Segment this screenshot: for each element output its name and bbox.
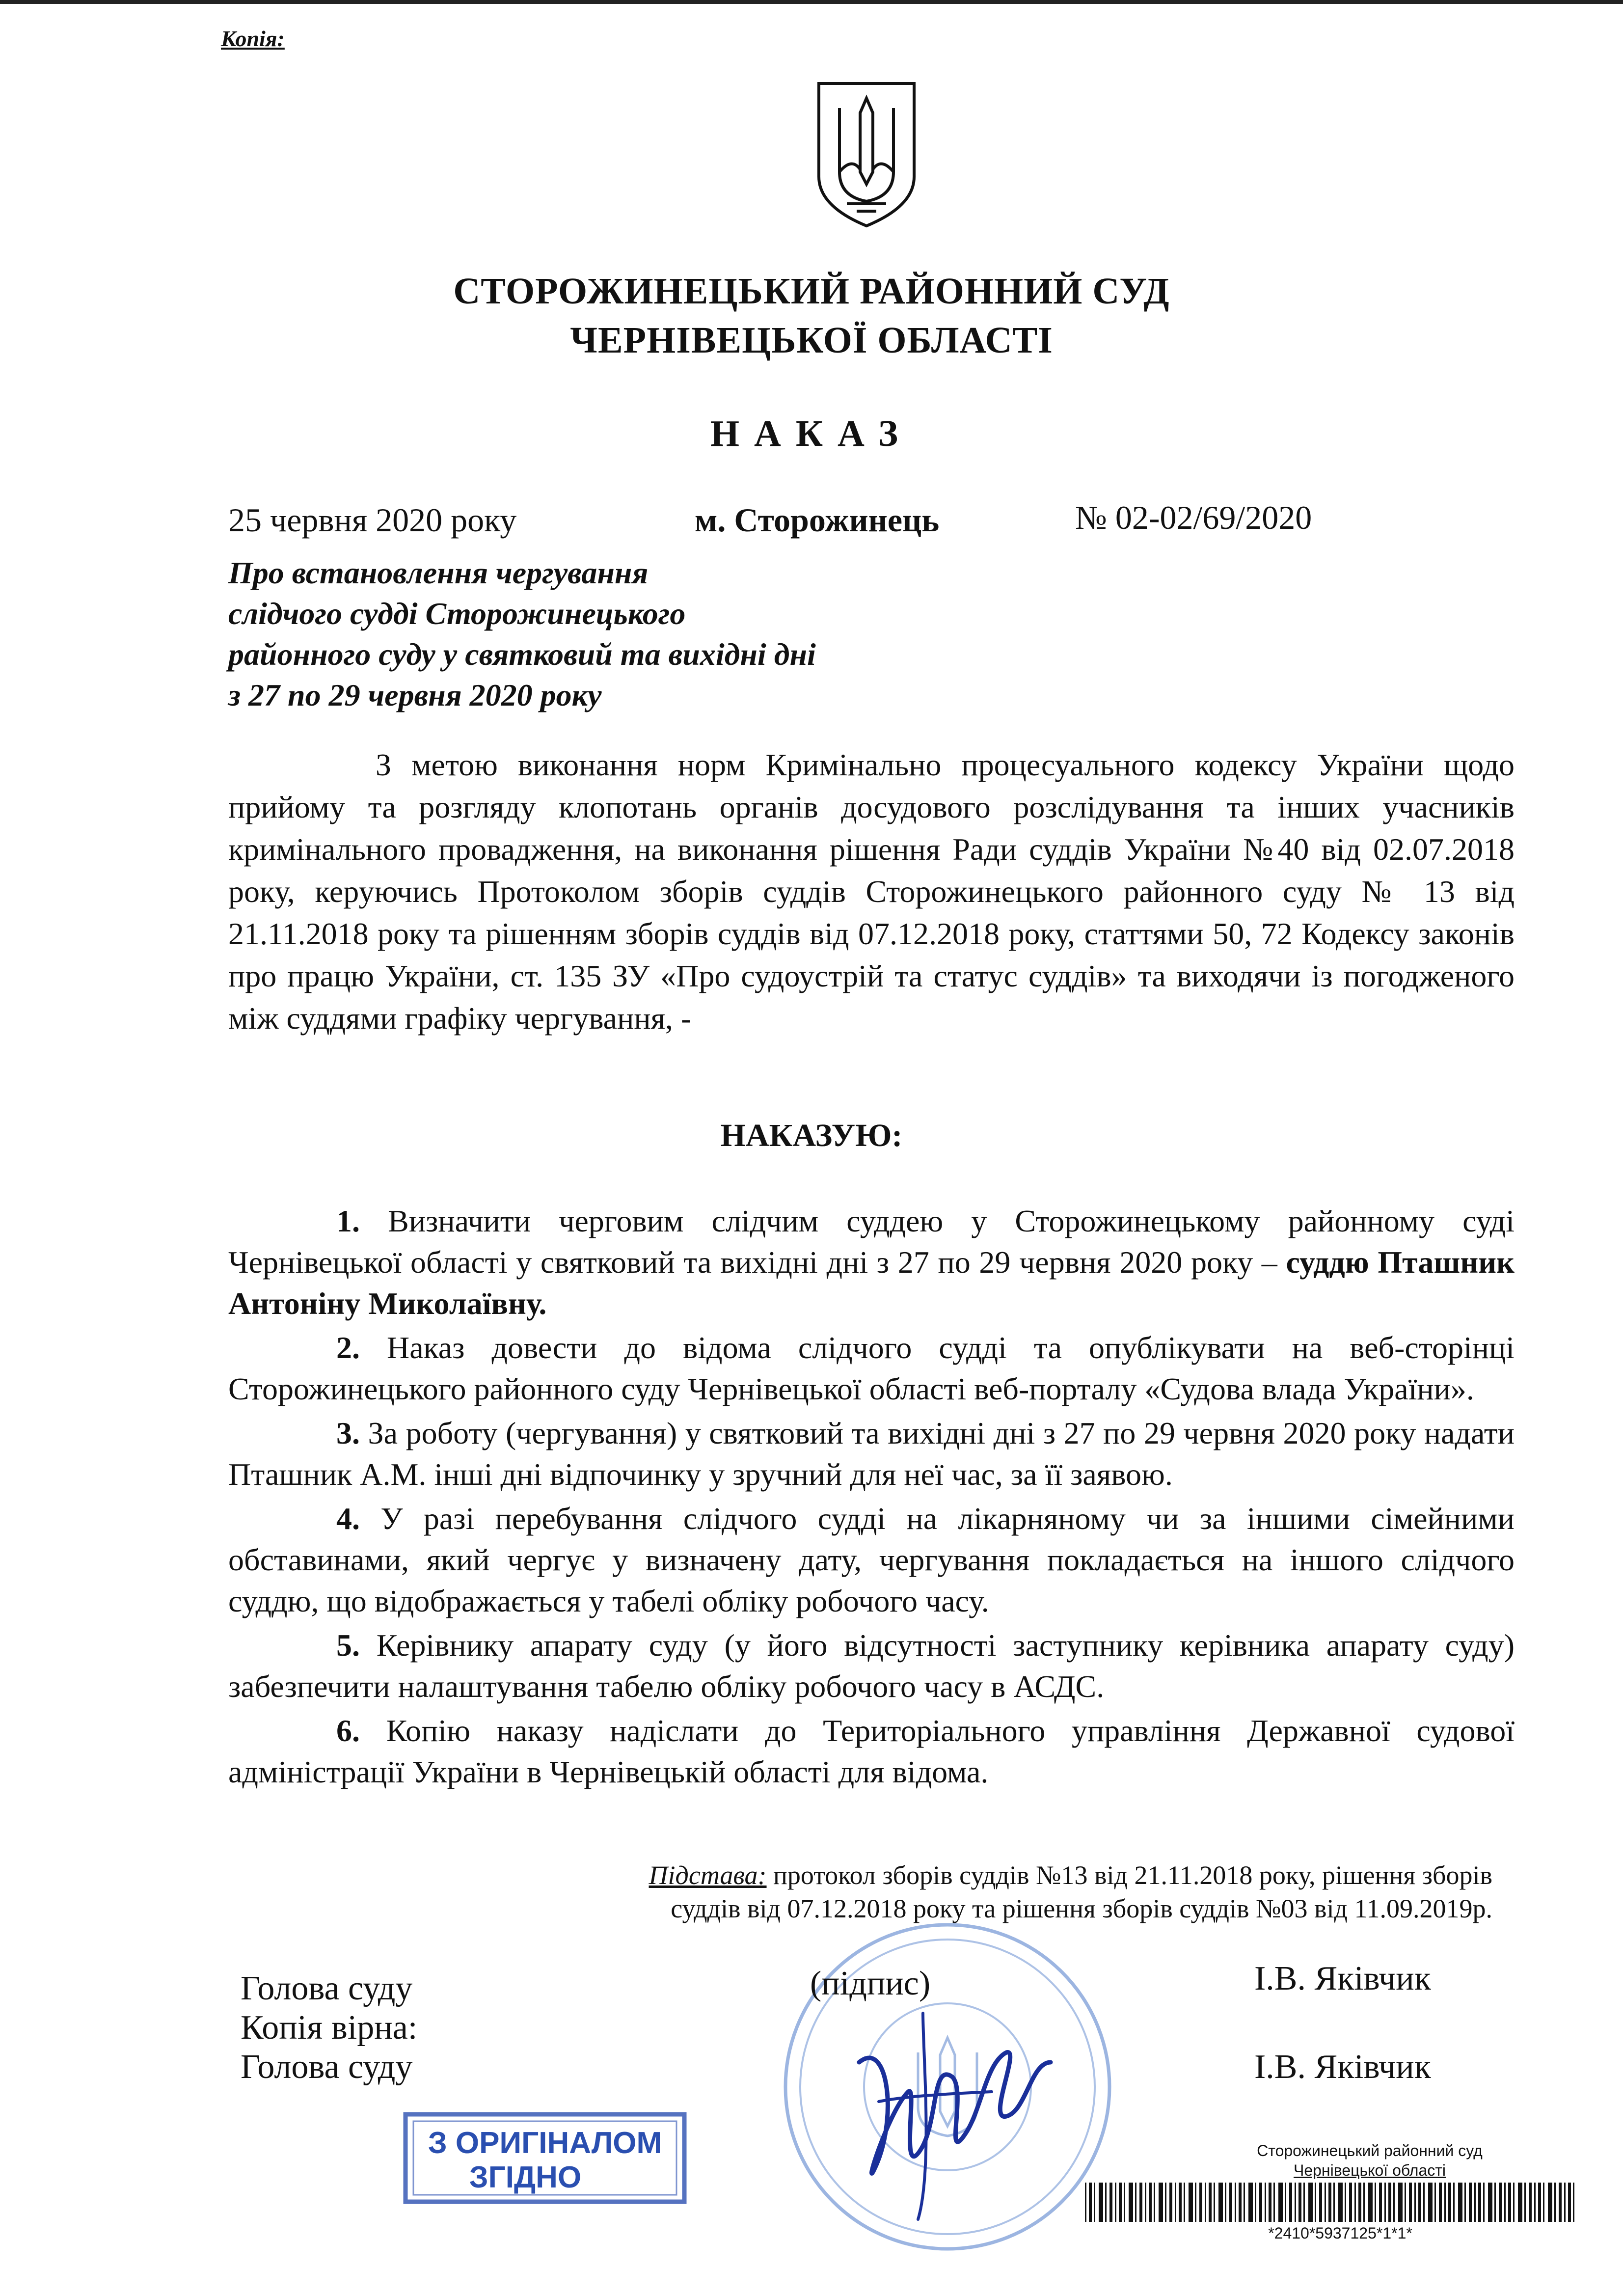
stamp-line2: ЗГІДНО xyxy=(469,2160,582,2194)
barcode-bar xyxy=(1259,2183,1262,2222)
order-date: 25 червня 2020 року xyxy=(228,501,517,539)
order-item xyxy=(228,1327,1515,1410)
basis-line: суддів від 07.12.2018 року та рішення зборів суддів №03 від 11.09.2019р. xyxy=(671,1894,1492,1923)
barcode-bar xyxy=(1428,2183,1433,2222)
barcode-bar xyxy=(1478,2183,1481,2222)
order-item xyxy=(228,1413,1515,1495)
barcode-bar xyxy=(1278,2183,1283,2222)
order-item xyxy=(228,1201,1515,1324)
barcode-bar xyxy=(1538,2183,1541,2222)
basis-text: протокол зборів суддів №13 від 21.11.2018 року, рішення зборів xyxy=(773,1860,1492,1890)
order-heading: НАКАЗУЮ: xyxy=(720,1118,903,1153)
item-text: У разі перебування слідчого судді на лікарняному чи за іншими сімейними обставинами, який чергує у визначену дату, чергування покладається на іншого слідчого суддю, що відображається у табелі обліку робочого часу. xyxy=(228,1501,1515,1618)
barcode-bar xyxy=(1145,2183,1146,2222)
barcode-bar xyxy=(1165,2183,1166,2222)
barcode-bar xyxy=(1504,2183,1506,2222)
barcode-bar xyxy=(1159,2183,1163,2222)
barcode-icon xyxy=(1085,2183,1576,2222)
order-title: НАКАЗ xyxy=(710,413,913,454)
barcode-bar xyxy=(1218,2183,1223,2222)
barcode-code: *2410*5937125*1*1* xyxy=(1268,2224,1412,2242)
barcode-bar xyxy=(1518,2183,1522,2222)
barcode-bar xyxy=(1239,2183,1242,2222)
barcode-bar xyxy=(1333,2183,1335,2222)
item-number: 3. xyxy=(336,1416,360,1450)
barcode-bar xyxy=(1543,2183,1544,2222)
barcode-bar xyxy=(1439,2183,1442,2222)
copy-label: Копія: xyxy=(221,26,285,51)
barcode-bar xyxy=(1405,2183,1406,2222)
item-number: 2. xyxy=(336,1330,360,1365)
barcode-bar xyxy=(1499,2183,1502,2222)
item-text: Наказ довести до відома слідчого судді та опублікувати на веб-сторінці Сторожинецького районного суду Чернівецької області веб-порталу «Судова влада України». xyxy=(228,1330,1515,1406)
barcode-title-line: Сторожинецький районний суд xyxy=(1257,2142,1483,2159)
barcode-bar xyxy=(1298,2183,1301,2222)
court-name-line1: СТОРОЖИНЕЦЬКИЙ РАЙОННИЙ СУД xyxy=(453,271,1170,312)
order-city: м. Сторожинець xyxy=(695,501,940,539)
scan-top-edge xyxy=(0,0,1623,4)
barcode-bar xyxy=(1414,2183,1416,2222)
barcode-bar xyxy=(1225,2183,1226,2222)
item-number: 5. xyxy=(336,1628,360,1663)
barcode-bar xyxy=(1513,2183,1515,2222)
barcode-bar xyxy=(1229,2183,1232,2222)
barcode-bar xyxy=(1154,2183,1155,2222)
barcode-bar xyxy=(1559,2183,1562,2222)
barcode-bar xyxy=(1248,2183,1253,2222)
stamp-line1: З ОРИГІНАЛОМ xyxy=(428,2126,662,2160)
barcode-bar xyxy=(1308,2183,1313,2222)
barcode-bar xyxy=(1384,2183,1386,2222)
trident-emblem-icon xyxy=(810,79,923,231)
barcode-bar xyxy=(1409,2183,1412,2222)
barcode-bar xyxy=(1568,2183,1571,2222)
barcode-bar xyxy=(1135,2183,1136,2222)
barcode-bar xyxy=(1524,2183,1526,2222)
item-text: Визначити черговим слідчим суддею у Сторожинецькому районному суді Чернівецької області у святковий та вихідні дні з 27 по 29 червня 2020 року – xyxy=(228,1203,1515,1280)
subject-line: слідчого судді Сторожинецького xyxy=(228,596,686,631)
barcode-bar xyxy=(1464,2183,1466,2222)
barcode-bar xyxy=(1184,2183,1185,2222)
order-items xyxy=(228,1201,1515,1796)
barcode-bar xyxy=(1319,2183,1322,2222)
barcode-title xyxy=(1173,2141,1566,2180)
item-number: 4. xyxy=(336,1501,360,1536)
barcode-bar xyxy=(1189,2183,1193,2222)
barcode-bar xyxy=(1139,2183,1142,2222)
barcode-bar xyxy=(1195,2183,1196,2222)
barcode-bar xyxy=(1169,2183,1172,2222)
signature-left-block xyxy=(241,1969,417,2087)
item-text: Керівнику апарату суду (у його відсутності заступнику керівника апарату суду) забезпечити налаштування табелю обліку робочого часу в АСДС. xyxy=(228,1628,1515,1704)
barcode-bar xyxy=(1529,2183,1532,2222)
subject-line: районного суду у святковий та вихідні дні xyxy=(228,637,816,672)
signature-placeholder: (підпис) xyxy=(810,1965,931,2002)
barcode-bar xyxy=(1488,2183,1492,2222)
preamble-paragraph: З метою виконання норм Кримінально процесуального кодексу України щодо прийому та розгляду клопотань органів досудового розслідування та інших учасників кримінального провадження, на виконання рішення Ради суддів України №40 від 02.07.2018 року, керуючись Протоколом зборів суддів Сторожинецького районного суду № 13 від 21.11.2018 року та рішенням зборів суддів від 07.12.2018 року, статтями 50, 72 Кодексу законів про працю України, ст. 135 ЗУ «Про судоустрій та статус суддів» та виходячи із погодженого між суддями графіку чергування, - xyxy=(228,747,1515,1036)
barcode-bar xyxy=(1105,2183,1107,2222)
barcode-bar xyxy=(1285,2183,1286,2222)
barcode-bar xyxy=(1273,2183,1275,2222)
barcode-bar xyxy=(1328,2183,1331,2222)
barcode-bar xyxy=(1265,2183,1266,2222)
barcode-bar xyxy=(1474,2183,1476,2222)
barcode-bar xyxy=(1179,2183,1182,2222)
order-number: № 02-02/69/2020 xyxy=(1075,499,1312,536)
barcode-bar xyxy=(1393,2183,1395,2222)
court-name-line2: ЧЕРНІВЕЦЬКОЇ ОБЛАСТІ xyxy=(570,320,1053,361)
original-match-stamp-icon xyxy=(403,2111,687,2205)
barcode-title-line: Чернівецької області xyxy=(1294,2161,1446,2179)
signatory-name: І.В. Яківчик xyxy=(1254,2048,1431,2086)
signatory-name: І.В. Яківчик xyxy=(1254,1960,1431,1997)
order-item xyxy=(228,1625,1515,1707)
item-number: 6. xyxy=(336,1713,360,1748)
barcode-bar xyxy=(1379,2183,1382,2222)
item-emphasis: суддю Пташник Антоніну Миколаївну. xyxy=(228,1245,1515,1321)
barcode-bar xyxy=(1244,2183,1245,2222)
head-label: Голова суду xyxy=(241,1969,413,2007)
order-item xyxy=(228,1498,1515,1622)
barcode-bar xyxy=(1255,2183,1256,2222)
barcode-bar xyxy=(1115,2183,1116,2222)
barcode-bar xyxy=(1564,2183,1566,2222)
barcode-bar xyxy=(1109,2183,1112,2222)
barcode-bar xyxy=(1534,2183,1536,2222)
barcode-bar xyxy=(1398,2183,1403,2222)
order-item xyxy=(228,1710,1515,1793)
barcode-bar xyxy=(1209,2183,1212,2222)
item-text: Копію наказу надіслати до Територіального управління Державної судової адміністрації України в Чернівецькій області для відома. xyxy=(228,1713,1515,1789)
barcode-bar xyxy=(1325,2183,1326,2222)
barcode-bar xyxy=(1434,2183,1436,2222)
barcode-bar xyxy=(1345,2183,1346,2222)
barcode-bar xyxy=(1089,2183,1092,2222)
barcode-bar xyxy=(1094,2183,1095,2222)
copy-true-label: Копія вірна: xyxy=(241,2009,418,2047)
basis-label: Підстава: xyxy=(649,1860,767,1890)
barcode-bar xyxy=(1423,2183,1425,2222)
subject-line: з 27 по 29 червня 2020 року xyxy=(228,678,602,712)
barcode-bar xyxy=(1444,2183,1446,2222)
barcode-bar xyxy=(1124,2183,1125,2222)
barcode-bar xyxy=(1099,2183,1103,2222)
barcode-bar xyxy=(1573,2183,1574,2222)
barcode-bar xyxy=(1368,2183,1373,2222)
barcode-bar xyxy=(1469,2183,1472,2222)
barcode-bar xyxy=(1205,2183,1206,2222)
barcode-bar xyxy=(1315,2183,1316,2222)
barcode-bar xyxy=(1129,2183,1133,2222)
barcode-bar xyxy=(1214,2183,1215,2222)
barcode-bar xyxy=(1363,2183,1365,2222)
barcode-bar xyxy=(1349,2183,1352,2222)
barcode-bar xyxy=(1085,2183,1086,2222)
barcode-bar xyxy=(1418,2183,1421,2222)
basis-line xyxy=(461,1859,1492,1892)
subject-line: Про встановлення чергування xyxy=(228,555,649,590)
barcode-bar xyxy=(1175,2183,1176,2222)
barcode-bar xyxy=(1448,2183,1451,2222)
barcode-bar xyxy=(1388,2183,1391,2222)
barcode-bar xyxy=(1119,2183,1122,2222)
barcode-bar xyxy=(1358,2183,1361,2222)
barcode-bar xyxy=(1483,2183,1485,2222)
barcode-bar xyxy=(1235,2183,1236,2222)
barcode-bar xyxy=(1453,2183,1455,2222)
barcode-bar xyxy=(1554,2183,1556,2222)
barcode-bar xyxy=(1303,2183,1305,2222)
barcode-bar xyxy=(1199,2183,1202,2222)
item-number: 1. xyxy=(336,1203,360,1238)
barcode-bar xyxy=(1354,2183,1356,2222)
barcode-bar xyxy=(1295,2183,1296,2222)
barcode-bar xyxy=(1508,2183,1511,2222)
barcode-bar xyxy=(1289,2183,1292,2222)
barcode-bar xyxy=(1375,2183,1376,2222)
item-text: За роботу (чергування) у святковий та вихідні дні з 27 по 29 червня 2020 року надати Пташник А.М. інші дні відпочинку у зручний для неї час, за її заявою. xyxy=(228,1416,1515,1492)
barcode-bar xyxy=(1269,2183,1271,2222)
barcode-bar xyxy=(1548,2183,1552,2222)
order-subject xyxy=(228,552,965,715)
barcode-bar xyxy=(1149,2183,1152,2222)
barcode-bar xyxy=(1494,2183,1496,2222)
head-label: Голова суду xyxy=(241,2048,413,2086)
barcode-bar xyxy=(1458,2183,1462,2222)
barcode-bar xyxy=(1338,2183,1343,2222)
